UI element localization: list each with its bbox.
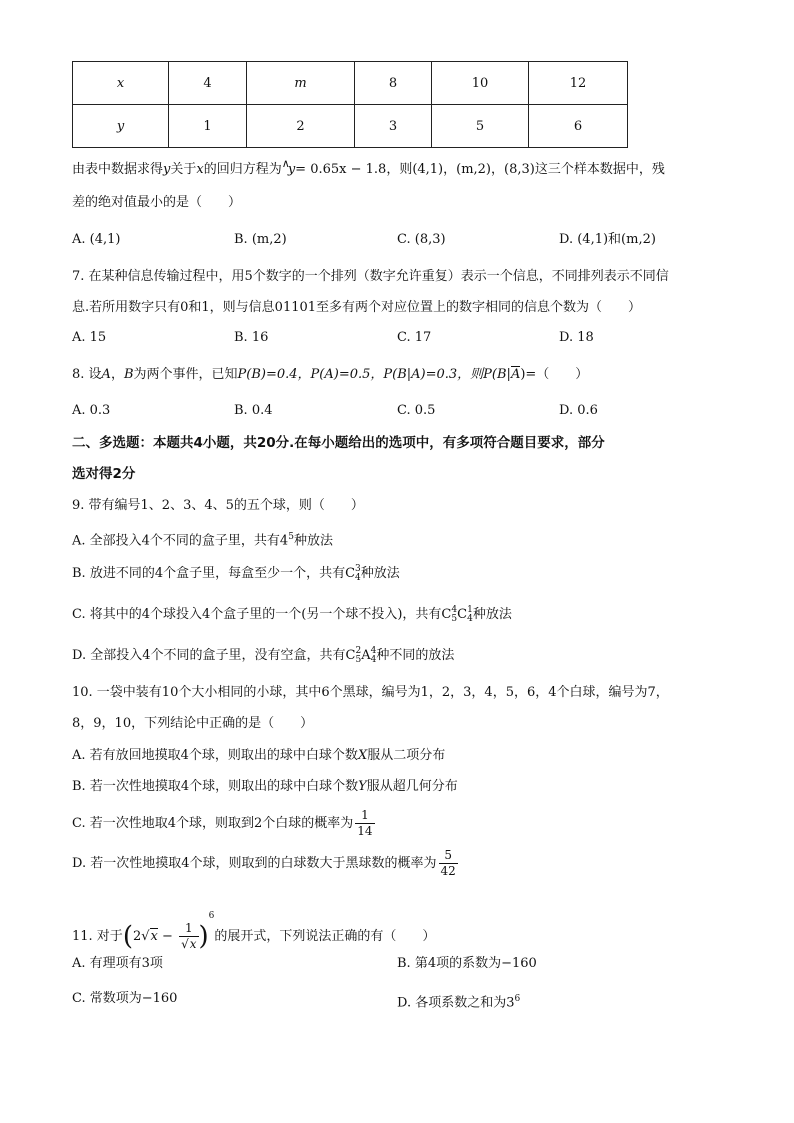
q9-option-b[interactable] — [72, 564, 400, 584]
q7-option-b[interactable]: B. 16 — [234, 330, 269, 345]
table-cell: 12 — [529, 62, 628, 105]
q10-option-d[interactable] — [72, 846, 458, 882]
right-paren: ) — [198, 921, 209, 952]
text: ，则(4,1)，(m,2)，(8,3)这三个样本数据中，残 — [386, 162, 665, 177]
complement-variable: A — [510, 367, 521, 382]
superscript: 3 — [355, 563, 361, 574]
text: 的回归方程为 — [203, 162, 282, 177]
q6-option-a[interactable]: A. (4,1) — [72, 232, 121, 247]
subscript: 4 — [370, 654, 377, 665]
q10-stem-line2: 8，9，10，下列结论中正确的是（ ） — [72, 716, 314, 731]
q8-stem — [72, 365, 588, 385]
table-cell: m — [247, 62, 355, 105]
q6-stem-line1 — [72, 159, 665, 180]
q10-option-c[interactable] — [72, 806, 375, 842]
table-cell: 1 — [169, 105, 247, 148]
q8-option-b[interactable]: B. 0.4 — [234, 403, 273, 418]
q9-option-d[interactable] — [72, 646, 454, 666]
q11-stem — [72, 896, 435, 957]
combination-symbol: C — [457, 607, 468, 622]
subscript: 4 — [355, 572, 361, 583]
probability-expression: P(B)=0.4，P(A)=0.5，P(B|A)=0.3，则 — [237, 367, 484, 382]
subscript: 5 — [451, 613, 458, 624]
q6-option-c[interactable]: C. (8,3) — [397, 232, 446, 247]
variable: x — [196, 162, 204, 177]
q11-option-c[interactable]: C. 常数项为−160 — [72, 991, 178, 1006]
text: D. 若一次性地摸取4个球，则取到的白球数大于黑球数的概率为 — [72, 856, 437, 871]
table-row-y — [73, 105, 628, 148]
sqrt-icon: √ — [141, 929, 150, 944]
text: 种放法 — [360, 566, 400, 581]
text: 的展开式，下列说法正确的有（ ） — [214, 929, 436, 944]
fraction — [179, 921, 198, 952]
superscript: 2 — [355, 645, 362, 656]
coefficient: 2 — [132, 929, 142, 944]
text: 为两个事件，已知 — [133, 367, 238, 382]
subscript: 5 — [355, 654, 362, 665]
text: )=（ ） — [520, 367, 589, 382]
data-table — [72, 61, 628, 148]
denominator: √x — [181, 937, 197, 951]
q8-option-c[interactable]: C. 0.5 — [397, 403, 436, 418]
probability-expression: P(B| — [483, 367, 511, 382]
variable: B — [123, 367, 134, 382]
table-cell: 2 — [247, 105, 355, 148]
arrangement-symbol: A — [361, 648, 371, 663]
table-cell: 3 — [355, 105, 432, 148]
radicand: x — [150, 929, 158, 944]
variable: y — [287, 162, 296, 177]
numerator: 1 — [179, 921, 198, 937]
section-heading-line1: 二、多选题：本题共4小题，共20分.在每小题给出的选项中，有多项符合题目要求，部分 — [72, 435, 605, 451]
text: D. 各项系数之和为3 — [397, 995, 515, 1011]
operator: − — [157, 929, 178, 944]
q6-option-d[interactable]: D. (4,1)和(m,2) — [559, 232, 656, 247]
text: C. 将其中的4个球投入4个盒子里的一个(另一个球不投入)，共有C — [72, 607, 452, 622]
q11-option-a[interactable]: A. 有理项有3项 — [72, 956, 163, 971]
exponent: 6 — [514, 994, 521, 1004]
numerator: 5 — [439, 848, 458, 864]
table-cell: 8 — [355, 62, 432, 105]
text: A. 若有放回地摸取4个球，则取出的球中白球个数 — [72, 748, 358, 763]
text: C. 若一次性地取4个球，则取到2个白球的概率为 — [72, 816, 354, 831]
text: B. 放进不同的4个盒子里，每盒至少一个，共有C — [72, 566, 356, 581]
table-cell: y — [73, 105, 169, 148]
table-cell: 6 — [529, 105, 628, 148]
hat-symbol: ∧ — [281, 157, 290, 170]
q7-stem-line2: 息.若所用数字只有0和1，则与信息01101至多有两个对应位置上的数字相同的信息个数为（ ） — [72, 300, 642, 315]
table-cell: 10 — [432, 62, 529, 105]
q9-stem: 9. 带有编号1、2、3、4、5的五个球，则（ ） — [72, 498, 364, 513]
q9-option-c[interactable] — [72, 605, 512, 625]
variable: y — [163, 162, 171, 177]
fraction — [439, 848, 458, 879]
q7-option-d[interactable]: D. 18 — [559, 330, 594, 345]
text: 种不同的放法 — [376, 648, 455, 663]
subscript: 4 — [467, 613, 473, 624]
q8-option-a[interactable]: A. 0.3 — [72, 403, 111, 418]
table-row-x — [73, 62, 628, 105]
superscript: 1 — [467, 604, 473, 615]
text: 种放法 — [293, 533, 333, 549]
q7-stem-line1: 7. 在某种信息传输过程中，用5个数字的一个排列（数字允许重复）表示一个信息，不同排列表示不同信 — [72, 269, 669, 284]
superscript: 4 — [370, 645, 377, 656]
text: 关于 — [170, 162, 197, 177]
text: A. 全部投入4个不同的盒子里，共有4 — [72, 533, 289, 549]
table-cell: 5 — [432, 105, 529, 148]
text: 由表中数据求得 — [72, 162, 164, 177]
fraction — [355, 808, 374, 839]
q11-option-b[interactable]: B. 第4项的系数为−160 — [397, 956, 537, 971]
radicand: x — [189, 937, 197, 951]
table-cell: x — [73, 62, 169, 105]
q8-option-d[interactable]: D. 0.6 — [559, 403, 598, 418]
text: 服从二项分布 — [367, 748, 446, 763]
text: B. 若一次性地摸取4个球，则取出的球中白球个数 — [72, 779, 359, 794]
q9-option-a[interactable] — [72, 527, 333, 551]
variable: Y — [358, 779, 367, 794]
exponent: 5 — [288, 532, 294, 542]
denominator: 42 — [440, 864, 456, 878]
text: D. 全部投入4个不同的盒子里，没有空盒，共有C — [72, 648, 356, 663]
q7-option-a[interactable]: A. 15 — [72, 330, 107, 345]
table-cell: 4 — [169, 62, 247, 105]
text: 服从超几何分布 — [366, 779, 458, 794]
q11-option-d[interactable] — [397, 989, 520, 1013]
text: 种放法 — [472, 607, 512, 622]
numerator: 1 — [355, 808, 374, 824]
q6-stem-line2: 差的绝对值最小的是（ ） — [72, 195, 242, 210]
q6-option-b[interactable]: B. (m,2) — [234, 232, 287, 247]
denominator: 14 — [357, 824, 373, 838]
q10-stem-line1: 10. 一袋中装有10个大小相同的小球，其中6个黑球，编号为1，2，3，4，5，6，4个白球，编号为7， — [72, 685, 669, 700]
variable: X — [357, 748, 368, 763]
exponent: 6 — [208, 911, 215, 921]
variable: A — [101, 367, 111, 382]
q10-option-b[interactable] — [72, 777, 458, 797]
left-paren: ( — [122, 921, 133, 952]
q7-option-c[interactable]: C. 17 — [397, 330, 432, 345]
regression-equation: = 0.65x − 1.8 — [295, 162, 387, 177]
superscript: 4 — [451, 604, 458, 615]
q10-option-a[interactable] — [72, 746, 445, 766]
text: 8. 设 — [72, 367, 102, 382]
text: 11. 对于 — [72, 929, 123, 944]
text: ， — [110, 367, 124, 382]
section-heading-line2: 选对得2分 — [72, 466, 136, 482]
